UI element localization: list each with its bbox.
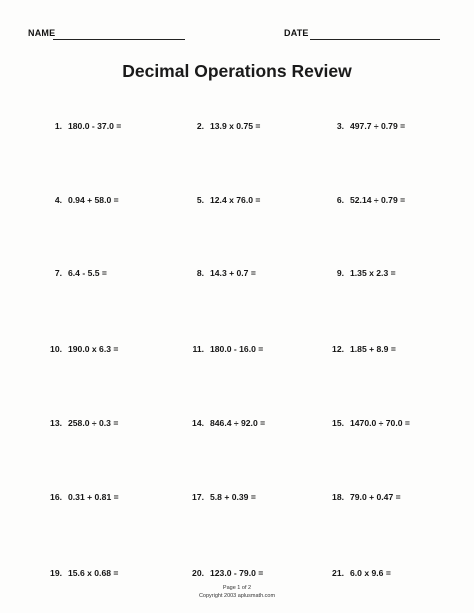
problem-number: 7. xyxy=(54,268,62,278)
problem-number: 10. xyxy=(50,344,62,354)
problem-expression: 0.94 + 58.0 = xyxy=(68,195,119,205)
problem-number: 11. xyxy=(192,344,204,354)
page-number: Page 1 of 2 xyxy=(222,585,252,591)
problem-number: 5. xyxy=(196,195,204,205)
problem-number: 12. xyxy=(332,344,344,354)
problem-number: 13. xyxy=(50,418,62,428)
worksheet-title: Decimal Operations Review xyxy=(122,61,352,81)
name-line xyxy=(53,39,185,40)
problem-number: 3. xyxy=(336,121,344,131)
problem-expression: 5.8 + 0.39 = xyxy=(210,492,256,502)
problem-expression: 190.0 x 6.3 = xyxy=(68,344,119,354)
problem-expression: 180.0 - 37.0 = xyxy=(68,121,122,131)
problem-number: 18. xyxy=(332,492,344,502)
problem-number: 14. xyxy=(192,418,204,428)
problem-number: 19. xyxy=(50,568,62,578)
problem-expression: 497.7 ÷ 0.79 = xyxy=(350,121,406,131)
problem-expression: 52.14 ÷ 0.79 = xyxy=(350,195,406,205)
problem-number: 17. xyxy=(192,492,204,502)
date-line xyxy=(310,39,440,40)
problem-expression: 1.35 x 2.3 = xyxy=(350,268,396,278)
problem-number: 16. xyxy=(50,492,62,502)
problem-expression: 180.0 - 16.0 = xyxy=(210,344,264,354)
problem-number: 21. xyxy=(332,568,344,578)
problem-number: 6. xyxy=(336,195,344,205)
name-label: NAME xyxy=(28,28,56,38)
problem-expression: 0.31 + 0.81 = xyxy=(68,492,119,502)
problem-expression: 14.3 + 0.7 = xyxy=(210,268,256,278)
problem-number: 1. xyxy=(54,121,62,131)
problem-expression: 13.9 x 0.75 = xyxy=(210,121,261,131)
copyright-text: Copyright 2003 aplusmath.com xyxy=(198,593,276,599)
problem-expression: 15.6 x 0.68 = xyxy=(68,568,119,578)
problem-expression: 79.0 + 0.47 = xyxy=(350,492,401,502)
problem-expression: 6.0 x 9.6 = xyxy=(350,568,391,578)
problem-expression: 846.4 ÷ 92.0 = xyxy=(210,418,266,428)
problem-number: 9. xyxy=(336,268,344,278)
problem-expression: 6.4 - 5.5 = xyxy=(68,268,107,278)
problem-number: 8. xyxy=(196,268,204,278)
problem-number: 20. xyxy=(192,568,204,578)
date-label: DATE xyxy=(284,28,309,38)
problem-expression: 1.85 + 8.9 = xyxy=(350,344,396,354)
problem-number: 4. xyxy=(54,195,62,205)
problem-number: 2. xyxy=(196,121,204,131)
problem-number: 15. xyxy=(332,418,344,428)
problem-expression: 258.0 ÷ 0.3 = xyxy=(68,418,119,428)
problem-expression: 12.4 x 76.0 = xyxy=(210,195,261,205)
problem-expression: 1470.0 ÷ 70.0 = xyxy=(350,418,410,428)
problem-expression: 123.0 - 79.0 = xyxy=(210,568,264,578)
